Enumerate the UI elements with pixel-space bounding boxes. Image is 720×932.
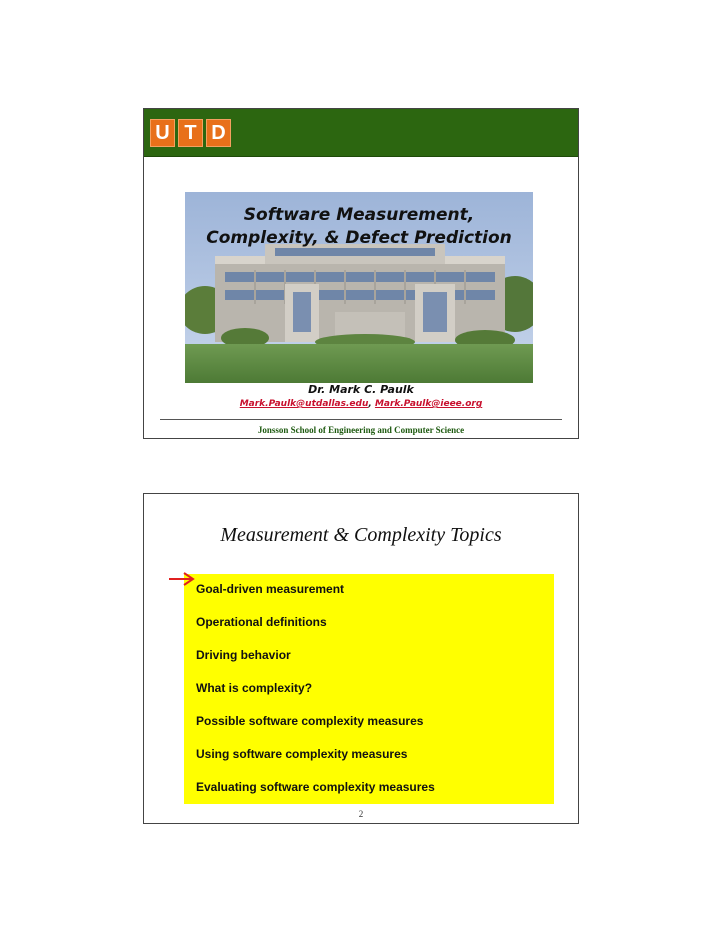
footer-divider — [160, 419, 562, 420]
topic-label: Goal-driven measurement — [196, 582, 345, 596]
author-name: Dr. Mark C. Paulk — [308, 383, 414, 396]
topic-item: Operational definitions — [196, 615, 327, 629]
topic-item — [196, 582, 344, 596]
topic-item: What is complexity? — [196, 681, 313, 695]
title-slide — [143, 108, 579, 439]
slide-header-bar — [144, 109, 578, 157]
email-link-ieee[interactable]: Mark.Paulk@ieee.org — [374, 399, 483, 409]
building-photo — [185, 192, 533, 383]
email-link-utdallas[interactable]: Mark.Paulk@utdallas.edu — [239, 399, 369, 409]
logo-letter-d: D — [206, 119, 231, 147]
school-footer: Jonsson School of Engineering and Computer Science — [257, 425, 465, 435]
logo-letter-u: U — [150, 119, 175, 147]
author-emails — [144, 399, 578, 409]
topic-item: Driving behavior — [196, 648, 291, 662]
topic-item: Evaluating software complexity measures — [196, 780, 435, 794]
topic-item: Using software complexity measures — [196, 747, 408, 761]
current-topic-arrow-icon — [168, 571, 196, 587]
page-number: 2 — [358, 809, 364, 819]
logo-letter-t: T — [178, 119, 203, 147]
presentation-title — [185, 204, 533, 250]
topics-slide — [143, 493, 579, 824]
slide-title: Measurement & Complexity Topics — [220, 524, 502, 546]
utd-logo — [150, 119, 231, 147]
title-line-2: Complexity, & Defect Prediction — [206, 228, 512, 248]
topic-item: Possible software complexity measures — [196, 714, 424, 728]
title-line-1: Software Measurement, — [243, 205, 475, 225]
topics-list — [184, 574, 554, 804]
email-separator: , — [368, 399, 375, 409]
